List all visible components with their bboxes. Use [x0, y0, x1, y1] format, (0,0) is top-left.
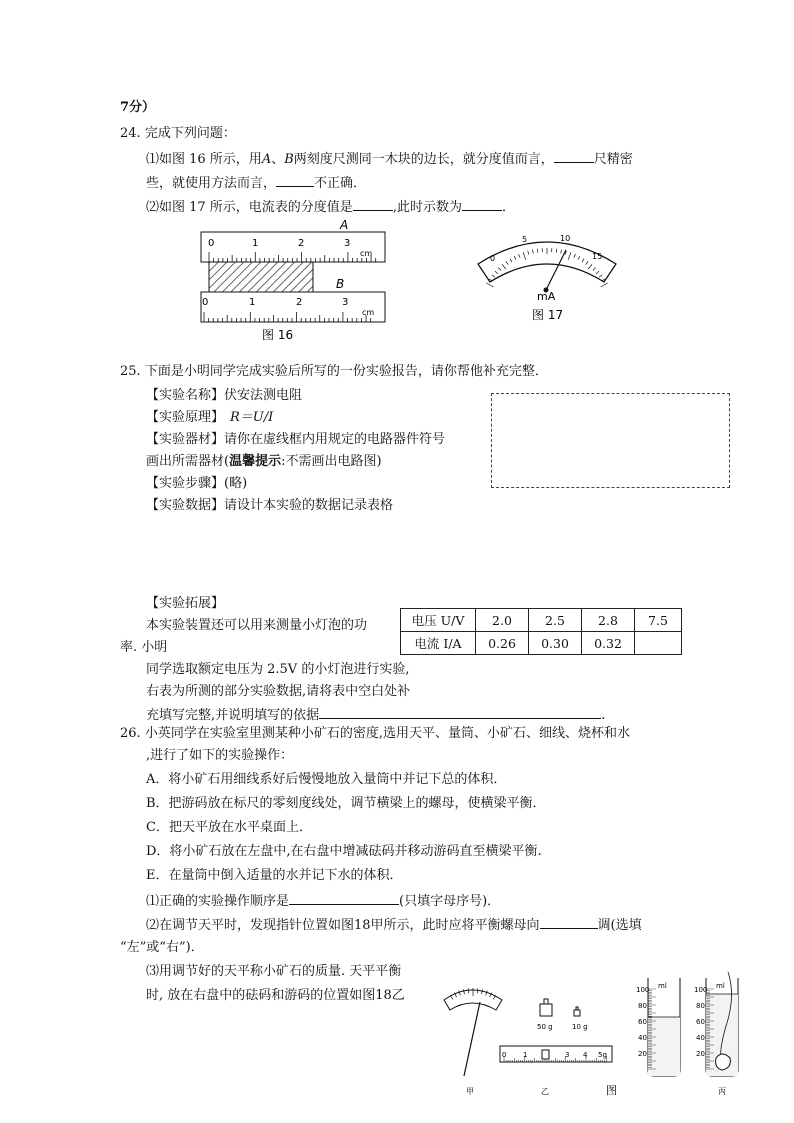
cyl1-tick-80: 80 — [638, 1002, 647, 1010]
q25-equip-label: 【实验器材】 — [146, 432, 225, 447]
q26-intro-line2: ,进行了如下的实验操作： — [146, 748, 294, 763]
tick-mark — [601, 283, 608, 287]
q24-part1-line1 — [146, 148, 633, 170]
q26-p1-text-b: (只填字母序号)． — [399, 894, 501, 909]
weight-50g-knob — [544, 999, 548, 1004]
q25-ext-line5 — [146, 704, 605, 726]
voltage-cell: 2.5 — [529, 609, 582, 632]
q25-ext-line2: 率. 小明 — [120, 640, 168, 655]
lamp-data-table — [400, 608, 682, 655]
q26-option-b: B．把游码放在标尺的零刻度线处，调节横梁上的螺母，使横梁平衡． — [146, 796, 546, 811]
cyl2-tick-20: 20 — [696, 1050, 705, 1058]
ruler-a-tick-3: 3 — [344, 238, 351, 249]
weight-10g-label: 10 g — [572, 1023, 588, 1031]
q24-p2-text-a: ⑵如图 17 所示，电流表的分度值是 — [146, 200, 353, 215]
q24-p1-sep: 、 — [271, 152, 285, 167]
cyl2-tick-40: 40 — [696, 1034, 705, 1042]
q25-name — [146, 386, 302, 406]
ruler-b-unit: cm — [362, 308, 375, 317]
q25-ext-line3: 同学选取额定电压为 2.5V 的小灯泡进行实验, — [146, 662, 410, 677]
ruler-b-tick-0: 0 — [202, 297, 209, 308]
cyl2-tick-80: 80 — [696, 1002, 705, 1010]
q24-title-text: 完成下列问题： — [144, 126, 236, 141]
ammeter-tick-0: 0 — [490, 254, 496, 263]
q25-ext5-text: 充填写完整,并说明填写的依据 — [146, 708, 320, 723]
voltage-cell: 2.8 — [582, 609, 635, 632]
q25-principle-formula: R＝U/I — [230, 410, 274, 425]
table-row — [401, 632, 682, 655]
points-fragment: 7分） — [120, 100, 156, 115]
answer-blank-wrong-usage[interactable] — [276, 172, 314, 187]
ruler-b-tick-2: 2 — [296, 297, 303, 308]
scale-tick-3: 3 — [565, 1051, 570, 1059]
ruler-a-tick-2: 2 — [298, 238, 305, 249]
ammeter-tick-10: 10 — [560, 234, 571, 243]
answer-blank-basis[interactable] — [319, 704, 601, 719]
equipment-drawing-box[interactable] — [491, 393, 730, 488]
cyl2-tick-60: 60 — [696, 1018, 705, 1026]
row-label-voltage: 电压 U/V — [401, 609, 476, 632]
current-cell: 0.32 — [582, 632, 635, 655]
cylinder-2-unit: ml — [716, 982, 725, 990]
figure-18 — [436, 966, 756, 1100]
q25-principle — [146, 408, 273, 428]
q24-number: 24. — [120, 126, 141, 141]
answer-blank-direction[interactable] — [540, 914, 598, 929]
figure-16-caption: 图 16 — [262, 328, 294, 342]
ruler-b-tick-3: 3 — [342, 297, 349, 308]
answer-blank-division-value[interactable] — [353, 196, 393, 211]
q25-equip-text2a: 画出所需器材( — [146, 454, 230, 469]
q24-p1-text-b: 两刻度尺测同一木块的边长，就分度值而言， — [293, 152, 554, 167]
q25-equip-text1: 请你在虚线框内用规定的电路器件符号 — [224, 432, 446, 447]
q26-part1 — [146, 890, 500, 912]
label-jia: 甲 — [466, 1087, 474, 1096]
q26-part2-line1 — [146, 914, 642, 936]
q25-intro — [120, 362, 548, 382]
q26-intro-line1 — [120, 724, 630, 744]
ruler-a-unit: cm — [360, 249, 373, 258]
current-cell-blank[interactable] — [635, 632, 682, 655]
row-label-current: 电流 I/A — [401, 632, 476, 655]
q26-option-a: A．将小矿石用细线系好后慢慢地放入量筒中并记下总的体积． — [146, 772, 507, 787]
weight-50g — [540, 1004, 552, 1016]
scale-tick-0: 0 — [502, 1051, 507, 1059]
q24-p1-text-c: 尺精密 — [593, 152, 633, 167]
label-tu: 图 — [606, 1084, 617, 1097]
current-cell: 0.26 — [476, 632, 529, 655]
q24-p1-text-a: ⑴如图 16 所示，用 — [146, 152, 262, 167]
q25-equipment-line1 — [146, 430, 445, 450]
ruler-b — [201, 292, 385, 322]
balance-pointer-needle — [464, 1002, 480, 1076]
q24-p1-text-e: 不正确． — [314, 176, 367, 191]
figure-17-ammeter — [472, 222, 622, 326]
q24-title — [120, 124, 236, 144]
q25-equip-text2b: :不需画出电路图) — [281, 454, 382, 469]
current-cell: 0.30 — [529, 632, 582, 655]
rider-scale — [500, 1046, 612, 1062]
q24-p1-text-d: 些，就使用方法而言， — [146, 176, 277, 191]
q25-steps — [146, 474, 247, 494]
cyl1-tick-20: 20 — [638, 1050, 647, 1058]
q26-number: 26. — [120, 726, 141, 741]
q26-part2-line2: “左”或“右”)． — [120, 940, 204, 955]
scale-tick-5: 5g — [598, 1051, 607, 1059]
q25-number: 25. — [120, 364, 141, 379]
cyl2-tick-100: 100 — [694, 986, 708, 994]
figure-16-rulers — [196, 216, 390, 344]
answer-blank-order[interactable] — [289, 890, 399, 905]
q25-ext-line1: 本实验装置还可以用来测量小灯泡的功 — [146, 618, 368, 633]
q26-p2-text-b: 调(选填 — [597, 918, 642, 933]
q26-part3-line1: ⑶用调节好的天平称小矿石的质量. 天平平衡 — [146, 964, 402, 979]
q25-intro-text: 下面是小明同学完成实验后所写的一份实验报告，请你帮他补充完整． — [144, 364, 548, 379]
ruler-a-tick-1: 1 — [252, 238, 259, 249]
q26-p2-text-a: ⑵在调节天平时，发现指针位置如图18甲所示，此时应将平衡螺母向 — [146, 918, 540, 933]
ammeter-tick-15: 15 — [592, 252, 603, 261]
weight-10g-knob — [576, 1007, 578, 1010]
q24-p2-text-c: ． — [501, 200, 515, 215]
label-bing: 丙 — [718, 1087, 726, 1096]
q25-extension-label: 【实验拓展】 — [146, 596, 225, 611]
ruler-a-tick-0: 0 — [208, 238, 215, 249]
cylinder-1-unit: ml — [658, 982, 667, 990]
weight-50g-label: 50 g — [537, 1023, 553, 1031]
q25-data-value: 请设计本实验的数据记录表格 — [224, 498, 394, 513]
cyl1-tick-100: 100 — [636, 986, 650, 994]
label-yi: 乙 — [541, 1087, 549, 1096]
q24-p2-text-b: ,此时示数为 — [392, 200, 462, 215]
cyl1-tick-40: 40 — [638, 1034, 647, 1042]
q25-ext-line4: 右表为所测的部分实验数据,请将表中空白处补 — [146, 684, 411, 699]
q24-part1-line2 — [146, 172, 366, 194]
ruler-b-letter: B — [336, 277, 345, 291]
q26-option-c: C．把天平放在水平桌面上． — [146, 820, 312, 835]
q25-equipment-line2 — [146, 452, 382, 472]
answer-blank-precise-ruler[interactable] — [554, 148, 594, 163]
q25-steps-label: 【实验步骤】 — [146, 476, 225, 491]
answer-blank-reading[interactable] — [462, 196, 502, 211]
table-row — [401, 609, 682, 632]
q26-p1-text-a: ⑴正确的实验操作顺序是 — [146, 894, 290, 909]
q24-part2 — [146, 196, 515, 218]
q25-principle-label: 【实验原理】 — [146, 410, 225, 425]
voltage-cell: 2.0 — [476, 609, 529, 632]
voltage-cell: 7.5 — [635, 609, 682, 632]
q25-hint-bold: 温馨提示 — [229, 454, 282, 469]
ruler-a — [201, 232, 385, 262]
q26-part3-line2: 时, 放在右盘中的砝码和游码的位置如图18乙 — [146, 988, 405, 1003]
ruler-b-tick-1: 1 — [249, 297, 256, 308]
q26-option-e: E．在量筒中倒入适量的水并记下水的体积． — [146, 868, 403, 883]
ruler-a-letter: A — [340, 218, 349, 232]
q25-steps-value: (略) — [224, 476, 248, 491]
q25-name-value: 伏安法测电阻 — [224, 388, 303, 403]
mineral-stone — [716, 1054, 731, 1070]
q26-intro1-text: 小英同学在实验室里测某种小矿石的密度,选用天平、量筒、小矿石、细线、烧杯和水 — [144, 726, 630, 741]
tick-mark — [486, 283, 493, 287]
scale-tick-1: 1 — [523, 1051, 528, 1059]
ruler-a-label: A — [261, 152, 272, 167]
q25-data-label: 【实验数据】 — [146, 498, 225, 513]
ammeter-tick-5: 5 — [522, 235, 528, 244]
q25-ext5-end: . — [601, 708, 606, 723]
weight-10g — [574, 1010, 580, 1016]
q25-data — [146, 496, 393, 516]
q26-option-d: D．将小矿石放在左盘中,在右盘中增减砝码并移动游码直至横梁平衡. — [146, 844, 542, 859]
ruler-b-label: B — [284, 152, 294, 167]
q25-name-label: 【实验名称】 — [146, 388, 225, 403]
scale-tick-4: 4 — [583, 1051, 588, 1059]
cyl1-tick-60: 60 — [638, 1018, 647, 1026]
figure-17-caption: 图 17 — [532, 308, 564, 322]
rider — [542, 1050, 549, 1059]
wooden-block — [209, 262, 313, 292]
cylinder-water-level — [648, 1017, 680, 1076]
ammeter-unit: mA — [537, 290, 556, 303]
